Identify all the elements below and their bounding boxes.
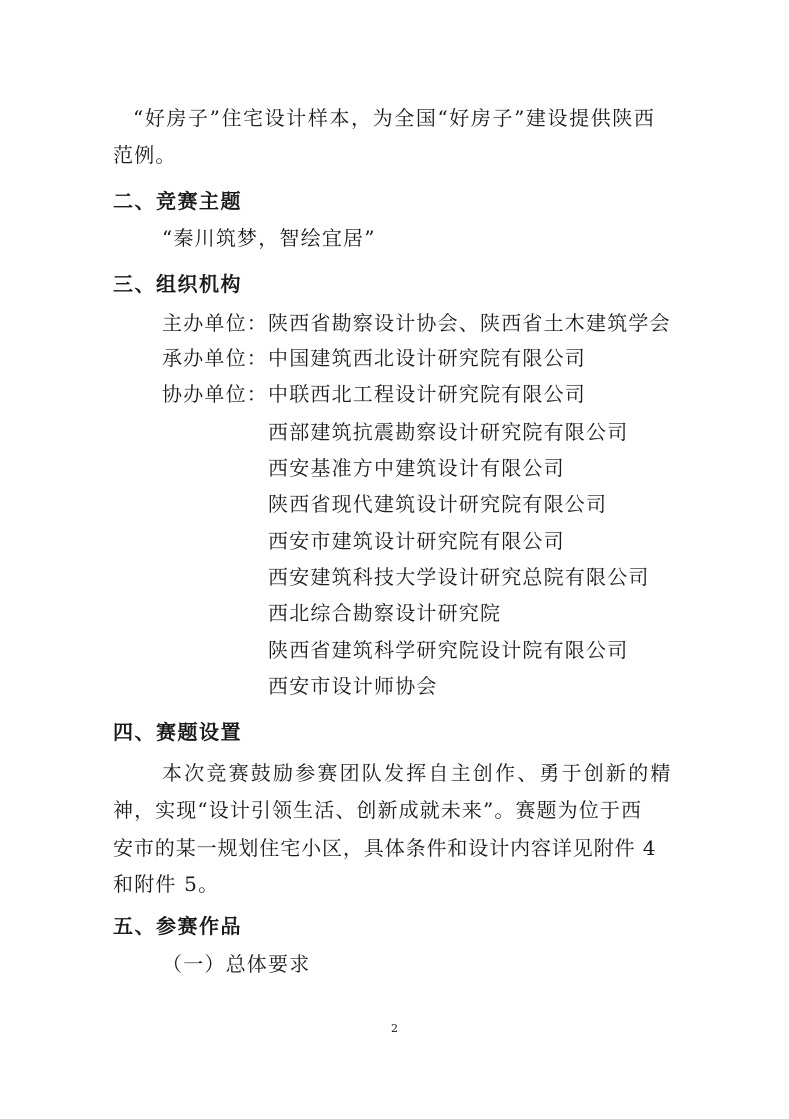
section-heading-problem: 四、赛题设置 — [113, 720, 242, 744]
co-organizer-item: 西安建筑科技大学设计研究总院有限公司 — [268, 565, 650, 589]
section-heading-works: 五、参赛作品 — [113, 914, 242, 938]
co-organizer-item: 陕西省现代建筑设计研究院有限公司 — [268, 492, 608, 516]
intro-line-1: “好房子”住宅设计样本，为全国“好房子”建设提供陕西 — [133, 106, 656, 130]
co-organizer-item: 西北综合勘察设计研究院 — [268, 601, 502, 625]
competition-theme: “秦川筑梦，智绘宜居” — [162, 226, 376, 250]
co-organizer-item: 中联西北工程设计研究院有限公司 — [268, 382, 586, 406]
intro-line-2: 范例。 — [113, 143, 177, 167]
organizer-value: 中国建筑西北设计研究院有限公司 — [268, 346, 586, 370]
host-value: 陕西省勘察设计协会、陕西省土木建筑学会 — [268, 311, 671, 335]
problem-paragraph-line: 安市的某一规划住宅小区，具体条件和设计内容详见附件 4 — [113, 836, 657, 860]
problem-paragraph-line: 本次竞赛鼓励参赛团队发挥自主创作、勇于创新的精 — [162, 761, 673, 785]
organizer-label: 承办单位： — [162, 346, 268, 370]
co-organizer-label: 协办单位： — [162, 382, 268, 406]
co-organizer-item: 西安基准方中建筑设计有限公司 — [268, 456, 565, 480]
co-organizer-item: 西部建筑抗震勘察设计研究院有限公司 — [268, 420, 629, 444]
subsection-general-requirements: （一）总体要求 — [162, 952, 311, 976]
section-heading-organization: 三、组织机构 — [113, 272, 242, 296]
co-organizer-item: 陕西省建筑科学研究院设计院有限公司 — [268, 638, 629, 662]
page-number: 2 — [391, 1022, 398, 1035]
problem-paragraph-line: 神，实现“设计引领生活、创新成就未来”。赛题为位于西 — [113, 798, 643, 822]
problem-paragraph-line: 和附件 5。 — [113, 872, 220, 896]
co-organizer-item: 西安市建筑设计研究院有限公司 — [268, 529, 565, 553]
host-label: 主办单位： — [162, 311, 268, 335]
co-organizer-item: 西安市设计师协会 — [268, 674, 438, 698]
section-heading-theme: 二、竞赛主题 — [113, 189, 242, 213]
